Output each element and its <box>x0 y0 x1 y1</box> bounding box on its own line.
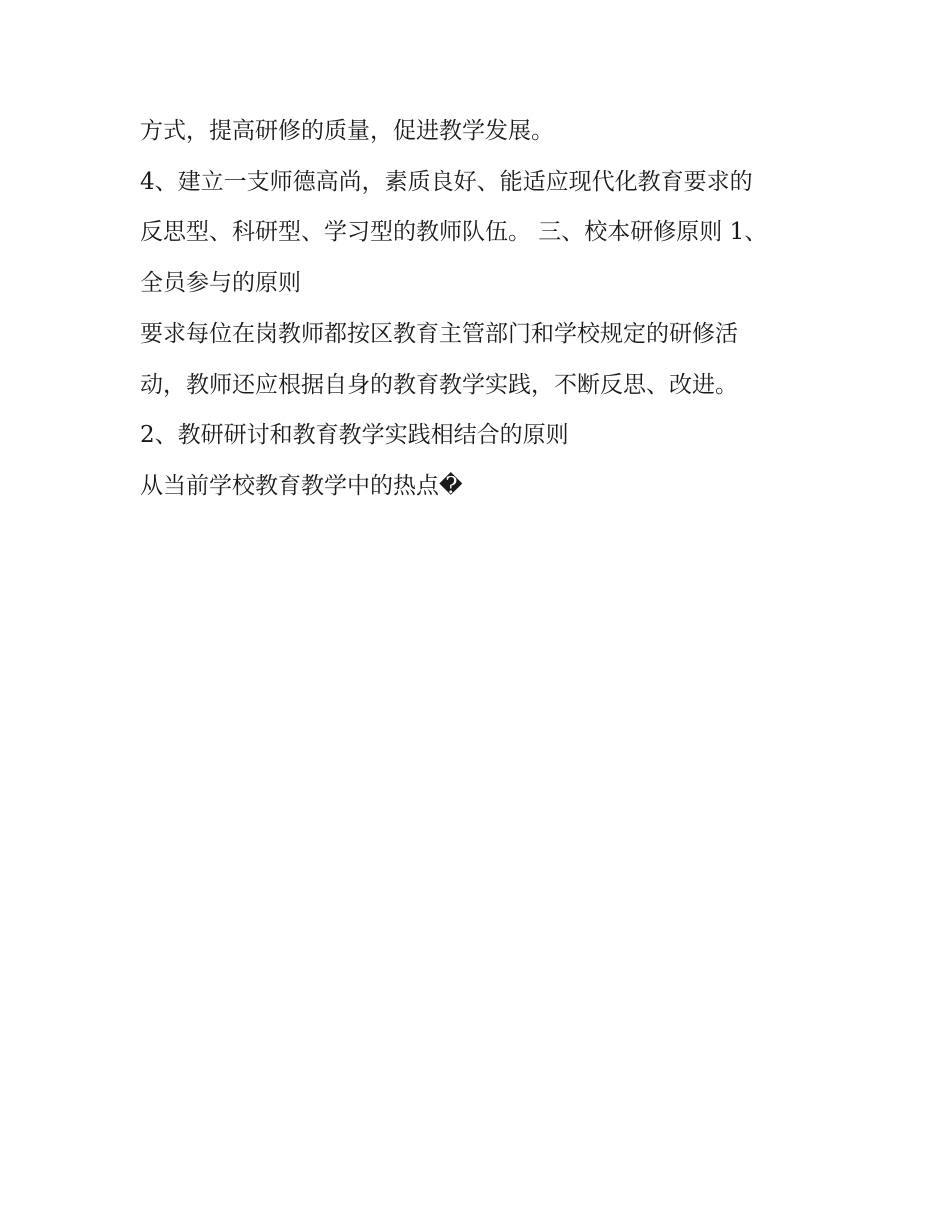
text-line: 从当前学校教育教学中的热点� <box>140 472 463 499</box>
text-line: 反思型、科研型、学习型的教师队伍。 三、校本研修原则 1、 <box>140 219 768 246</box>
section-heading: 全员参与的原则 <box>140 270 301 297</box>
section-heading: 2、教研研讨和教育教学实践相结合的原则 <box>140 422 569 449</box>
text-line: 方式，提高研修的质量，促进教学发展。 <box>140 118 554 144</box>
text-line: 4、建立一支师德高尚，素质良好、能适应现代化教育要求的 <box>140 168 753 195</box>
document-body <box>140 106 820 512</box>
text-line: 要求每位在岗教师都按区教育主管部门和学校规定的研修活 <box>140 320 738 347</box>
text-line: 动，教师还应根据自身的教育教学实践，不断反思、改进。 <box>140 371 738 398</box>
